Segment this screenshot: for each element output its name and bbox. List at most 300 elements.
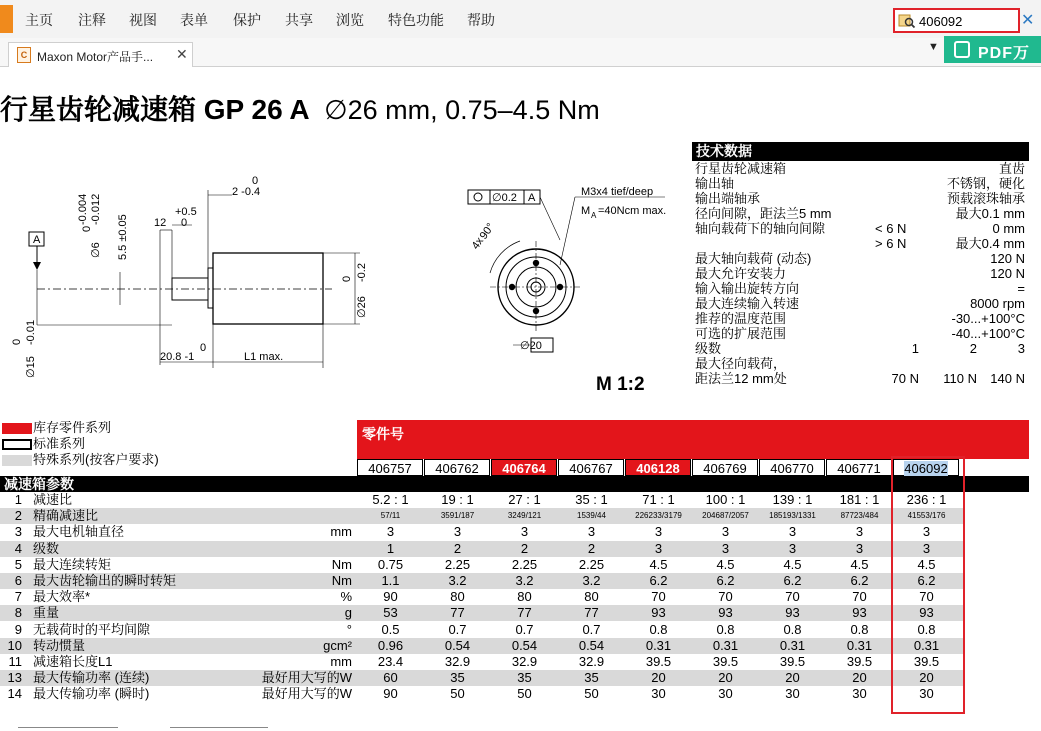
param-value: 3.2 (515, 573, 534, 588)
tech-data-value: 120 N (990, 251, 1025, 266)
param-value: 0.7 (448, 621, 467, 637)
menu-browse[interactable]: 浏览 (336, 12, 364, 28)
tech-data-label: 推荐的温度范围 (695, 311, 787, 326)
tech-data-value: 3 (1017, 341, 1025, 356)
param-unit: gcm² (323, 637, 352, 653)
param-value: 93 (852, 605, 867, 621)
table-row (0, 638, 964, 654)
dim-label: 0 (181, 217, 188, 229)
menu-help[interactable]: 帮助 (467, 12, 495, 28)
param-value: 77 (450, 605, 465, 621)
row-number: 9 (14, 621, 22, 637)
part-number-cell[interactable] (424, 459, 490, 476)
param-value: 93 (785, 605, 800, 621)
part-number-cell[interactable] (759, 459, 825, 476)
param-value: 39.5 (645, 654, 672, 669)
param-value: 0.8 (917, 621, 936, 637)
document-tab[interactable] (8, 42, 193, 67)
row-number: 4 (14, 540, 22, 556)
tech-data-value: 8000 rpm (970, 296, 1025, 311)
param-value: 35 : 1 (575, 492, 608, 507)
tech-data-value: 1 (911, 341, 919, 356)
menu-view[interactable]: 视图 (129, 12, 157, 28)
angle-label: 90° (477, 221, 498, 242)
row-number: 11 (8, 654, 22, 669)
tab-list-dropdown-icon[interactable]: ▼ (928, 41, 939, 53)
part-number-label: 406771 (837, 461, 881, 476)
table-row (0, 508, 964, 524)
param-value: 3 (922, 524, 931, 540)
param-label: 减速比 (33, 492, 73, 507)
dim-label: ∅20 (520, 340, 542, 352)
param-value: 3 (721, 524, 730, 540)
row-number: 14 (7, 686, 22, 702)
table-row (0, 541, 964, 557)
param-value: 2 (587, 540, 596, 556)
param-label: 最大传输功率 (连续) (33, 670, 150, 686)
table-row (0, 492, 964, 508)
tech-data-value: 120 N (990, 266, 1025, 281)
technical-drawing (0, 140, 690, 410)
dim-label: 0 (200, 342, 207, 354)
tech-data-label: 最大轴向载荷 (动态) (695, 251, 812, 266)
menu-home[interactable]: 主页 (25, 12, 53, 28)
param-value: 3 (922, 540, 931, 556)
part-number-banner (357, 420, 1029, 459)
table-row (0, 605, 964, 621)
param-label: 最大连续转矩 (33, 556, 112, 572)
param-value: 0.31 (779, 637, 806, 653)
param-value: 1539/44 (577, 511, 606, 521)
param-value: 1 (386, 540, 395, 556)
tech-data-row (692, 176, 1029, 191)
param-value: 4.5 (783, 556, 802, 572)
thread-label: M3x4 tief/deep (581, 186, 654, 198)
param-value: 0.54 (511, 637, 538, 653)
part-number-label: 406769 (703, 461, 747, 476)
param-value: 4.5 (649, 556, 668, 572)
param-value: 2 (453, 540, 462, 556)
param-label: 最大传输功率 (瞬时) (33, 686, 150, 702)
param-value: 87723/484 (840, 511, 879, 521)
param-unit: 最好用大写的W (261, 670, 352, 686)
param-value: 0.31 (913, 637, 940, 653)
tech-data-value: 最大0.4 mm (955, 236, 1025, 251)
param-value: 226233/3179 (635, 511, 682, 521)
menu-form[interactable]: 表单 (180, 12, 208, 28)
param-value: 185193/1331 (769, 511, 816, 521)
part-number-title: 零件号 (362, 426, 404, 442)
param-value: 20 (919, 670, 934, 686)
param-label: 无载荷时的平均间隙 (33, 621, 151, 637)
param-value: 27 : 1 (508, 492, 541, 507)
param-value: 90 (383, 589, 398, 605)
param-value: 53 (383, 605, 398, 621)
legend-item (0, 436, 355, 452)
legend-swatch-standard (2, 439, 32, 450)
tech-data-row (692, 206, 1029, 221)
param-value: 35 (450, 670, 465, 686)
param-value: 5.2 : 1 (372, 492, 409, 507)
param-value: 30 (718, 686, 733, 702)
menu-features[interactable]: 特色功能 (388, 12, 444, 28)
row-number: 5 (14, 556, 22, 572)
tech-data-value: -30...+100°C (951, 311, 1025, 326)
part-number-label: 406764 (502, 461, 546, 476)
part-number-label: 406770 (770, 461, 814, 476)
search-icon (898, 13, 916, 29)
part-number-label: 406128 (636, 461, 680, 476)
angle-label: 4x (469, 235, 487, 252)
param-value: 0.96 (377, 637, 404, 653)
row-number: 13 (7, 670, 22, 686)
param-value: 57/11 (380, 511, 401, 521)
title-main: 行星齿轮减速箱 GP 26 A (0, 94, 310, 125)
pdf-converter-button[interactable] (944, 36, 1041, 63)
param-unit: Nm (331, 573, 352, 588)
param-value: 50 (584, 686, 599, 702)
param-value: 0.8 (649, 621, 668, 637)
param-value: 0.54 (578, 637, 605, 653)
torque-label: =40Ncm max. (598, 205, 667, 217)
param-value: 2 (520, 540, 529, 556)
tech-data-label: 级数 (695, 341, 722, 356)
param-label: 最大齿轮输出的瞬时转矩 (33, 573, 177, 588)
tech-data-row (692, 251, 1029, 266)
row-number: 1 (14, 492, 22, 507)
tech-data-label: 径向间隙，距法兰5 mm (695, 206, 832, 221)
param-label: 最大效率* (33, 589, 91, 605)
param-value: 30 (852, 686, 867, 702)
tech-data-label: 输出轴 (695, 176, 735, 191)
param-value: 70 (852, 589, 867, 605)
dim-label: ∅26 (356, 296, 368, 318)
part-number-cell[interactable] (491, 459, 557, 476)
legend-label: 特殊系列(按客户要求) (33, 452, 159, 467)
tech-data-row (692, 341, 1029, 356)
param-unit: % (340, 589, 352, 605)
tech-data-value: 最大0.1 mm (955, 206, 1025, 221)
divider (18, 727, 118, 728)
table-row (0, 686, 964, 702)
param-value: 90 (383, 686, 398, 702)
param-value: 6.2 (716, 573, 735, 588)
tech-data-label: 最大径向载荷， (695, 356, 787, 371)
dim-label: 0 (252, 175, 259, 187)
document-tab-label: Maxon Motor产品手... (37, 50, 154, 64)
document-tab-bar (0, 38, 1041, 67)
tech-data-condition: > 6 N (875, 236, 907, 251)
tech-data-row (692, 371, 1029, 386)
page-title (0, 88, 600, 128)
row-number: 10 (7, 637, 22, 653)
param-value: 6.2 (783, 573, 802, 588)
tech-data-label: 距法兰12 mm处 (695, 371, 787, 386)
param-value: 70 (919, 589, 934, 605)
param-value: 23.4 (377, 654, 404, 669)
param-value: 0.7 (582, 621, 601, 637)
menu-share[interactable]: 共享 (285, 12, 313, 28)
table-row (0, 589, 964, 605)
param-value: 32.9 (578, 654, 605, 669)
tech-data-label: 最大允许安装力 (695, 266, 787, 281)
datum-label: A (33, 234, 41, 246)
param-value: 77 (517, 605, 532, 621)
part-number-label: 406767 (569, 461, 613, 476)
row-number: 2 (14, 508, 22, 524)
drawing-scale: M 1:2 (596, 374, 645, 395)
menu-protect[interactable]: 保护 (233, 12, 261, 28)
dim-label: 0 (81, 225, 93, 232)
tech-data-value: 70 N (891, 371, 919, 386)
part-number-cell[interactable] (357, 459, 423, 476)
pdf-convert-icon (954, 41, 970, 58)
tech-data-row (692, 326, 1029, 341)
table-row (0, 622, 964, 638)
param-unit: 最好用大写的W (261, 686, 352, 702)
menu-annotate[interactable]: 注释 (78, 12, 106, 28)
header-filler (964, 476, 1029, 492)
tech-data-label: 轴向载荷下的轴向间隙 (695, 221, 826, 236)
part-number-label: 406092 (904, 461, 948, 476)
dim-label: 0 (341, 275, 353, 282)
param-value: 3 (654, 540, 663, 556)
technical-data-title: 技术数据 (692, 142, 1029, 161)
tech-data-value: -40...+100°C (951, 326, 1025, 341)
param-value: 41553/176 (907, 511, 946, 521)
param-value: 39.5 (712, 654, 739, 669)
param-value: 0.8 (783, 621, 802, 637)
torque-label: A (591, 211, 597, 220)
param-value: 35 (584, 670, 599, 686)
dim-label: -0.012 (90, 193, 102, 225)
tech-data-row (692, 221, 1029, 236)
param-value: 0.31 (712, 637, 739, 653)
param-value: 93 (651, 605, 666, 621)
param-unit: g (344, 605, 352, 621)
tech-data-label: 行星齿轮减速箱 (695, 161, 787, 176)
title-sub: ∅26 mm, 0.75–4.5 Nm (324, 95, 600, 125)
legend-label: 库存零件系列 (33, 420, 112, 435)
dim-label: 2 -0.4 (232, 186, 261, 198)
dim-label: 5.5 ±0.05 (117, 214, 129, 260)
document-icon: C (17, 47, 31, 63)
param-value: 2.25 (511, 556, 538, 572)
selected-column-highlight (891, 456, 965, 714)
param-value: 50 (450, 686, 465, 702)
param-value: 3 (587, 524, 596, 540)
param-value: 3 (855, 524, 864, 540)
pdf-converter-label: PDF万 (978, 45, 1031, 62)
datum-label: A (528, 192, 536, 204)
param-value: 0.54 (444, 637, 471, 653)
param-value: 70 (718, 589, 733, 605)
param-value: 50 (517, 686, 532, 702)
param-value: 236 : 1 (906, 492, 947, 507)
series-legend (0, 420, 355, 468)
table-row (0, 654, 964, 670)
param-value: 30 (785, 686, 800, 702)
tech-data-label: 输出端轴承 (695, 191, 761, 206)
param-value: 32.9 (511, 654, 538, 669)
param-value: 71 : 1 (642, 492, 675, 507)
param-value: 3 (453, 524, 462, 540)
param-value: 3 (520, 524, 529, 540)
dim-label: -0.2 (356, 263, 368, 282)
param-value: 6.2 (850, 573, 869, 588)
param-label: 减速箱长度L1 (33, 654, 113, 669)
param-value: 3 (654, 524, 663, 540)
legend-swatch-stock (2, 423, 32, 434)
param-unit: Nm (331, 556, 352, 572)
param-value: 20 (852, 670, 867, 686)
part-number-cell[interactable] (826, 459, 892, 476)
divider (170, 727, 268, 728)
param-value: 181 : 1 (839, 492, 880, 507)
menu-bar (0, 0, 1041, 38)
param-value: 3.2 (448, 573, 467, 588)
param-value: 70 (651, 589, 666, 605)
tech-data-label: 可选的扩展范围 (695, 326, 787, 341)
param-value: 6.2 (649, 573, 668, 588)
param-label: 精确减速比 (33, 508, 99, 524)
part-number-cell[interactable] (692, 459, 758, 476)
legend-item (0, 420, 355, 436)
param-value: 204687/2057 (702, 511, 749, 521)
param-value: 6.2 (917, 573, 936, 588)
table-row (0, 524, 964, 540)
row-number: 7 (14, 589, 22, 605)
param-value: 60 (383, 670, 398, 686)
tech-data-row (692, 236, 1029, 251)
part-number-cell[interactable] (625, 459, 691, 476)
param-value: 39.5 (846, 654, 873, 669)
param-value: 20 (651, 670, 666, 686)
tech-data-value: 不锈钢，硬化 (946, 176, 1025, 191)
param-value: 30 (651, 686, 666, 702)
param-value: 80 (584, 589, 599, 605)
param-value: 35 (517, 670, 532, 686)
param-unit: ° (346, 621, 352, 637)
part-number-label: 406757 (368, 461, 412, 476)
param-value: 80 (517, 589, 532, 605)
tech-data-row (692, 161, 1029, 176)
param-unit: mm (330, 524, 352, 540)
section-title: 减速箱参数 (4, 476, 74, 492)
tech-data-row (692, 191, 1029, 206)
param-value: 93 (919, 605, 934, 621)
row-number: 8 (14, 605, 22, 621)
tech-data-value: 2 (969, 341, 977, 356)
dim-label: ∅6 (90, 242, 102, 258)
param-value: 0.7 (515, 621, 534, 637)
table-row (0, 557, 964, 573)
param-value: 2.25 (578, 556, 605, 572)
tech-data-value: 140 N (990, 371, 1025, 386)
tech-data-row (692, 266, 1029, 281)
part-number-cell[interactable] (558, 459, 624, 476)
param-label: 级数 (33, 540, 60, 556)
legend-item (0, 452, 355, 468)
tech-data-row (692, 296, 1029, 311)
dim-label: +0.5 (175, 206, 197, 218)
legend-swatch-custom (2, 455, 32, 466)
param-label: 最大电机轴直径 (33, 524, 125, 540)
part-number-label: 406762 (435, 461, 479, 476)
param-value: 0.75 (377, 556, 404, 572)
param-label: 转动惯量 (33, 637, 86, 653)
param-value: 19 : 1 (441, 492, 474, 507)
param-value: 20 (785, 670, 800, 686)
param-value: 1.1 (381, 573, 400, 588)
tech-data-label: 输入输出旋转方向 (695, 281, 800, 296)
tech-data-value: 直齿 (998, 161, 1025, 176)
dim-label: L1 max. (244, 351, 284, 363)
param-value: 70 (785, 589, 800, 605)
param-value: 3591/187 (440, 511, 475, 521)
legend-label: 标准系列 (33, 436, 86, 451)
tech-data-row (692, 356, 1029, 371)
param-value: 32.9 (444, 654, 471, 669)
param-value: 3 (788, 524, 797, 540)
app-brand-strip (0, 5, 13, 33)
param-label: 重量 (33, 605, 60, 621)
close-tab-icon[interactable]: ✕ (176, 46, 188, 62)
param-value: 80 (450, 589, 465, 605)
search-box[interactable] (893, 8, 1020, 33)
technical-data-panel (692, 142, 1029, 386)
tech-data-value: = (1017, 281, 1025, 296)
row-number: 6 (14, 573, 22, 588)
param-value: 3249/121 (507, 511, 542, 521)
tech-data-value: 0 mm (992, 221, 1025, 236)
param-value: 93 (718, 605, 733, 621)
param-value: 3 (788, 540, 797, 556)
param-value: 139 : 1 (772, 492, 813, 507)
param-value: 4.5 (917, 556, 936, 572)
dim-label: 20.8 -1 (160, 351, 195, 363)
dim-label: 0 (11, 338, 23, 345)
param-value: 30 (919, 686, 934, 702)
tech-data-row (692, 281, 1029, 296)
tech-data-value: 110 N (943, 371, 977, 386)
dim-label: 12 (154, 217, 167, 229)
dim-label: -0.01 (25, 319, 37, 345)
dim-label: ∅15 (25, 356, 37, 378)
tech-data-condition: < 6 N (875, 221, 907, 236)
search-input[interactable] (919, 12, 1015, 30)
param-value: 0.8 (716, 621, 735, 637)
torque-label: M (581, 205, 591, 217)
param-value: 20 (718, 670, 733, 686)
param-value: 3 (855, 540, 864, 556)
param-value: 4.5 (716, 556, 735, 572)
tolerance-label: ∅0.2 (492, 192, 517, 204)
param-value: 100 : 1 (705, 492, 746, 507)
dim-label: -0.004 (77, 193, 89, 225)
close-search-icon[interactable]: ✕ (1021, 12, 1035, 29)
row-number: 3 (14, 524, 22, 540)
param-value: 39.5 (913, 654, 940, 669)
param-value: 0.31 (645, 637, 672, 653)
tech-data-label: 最大连续输入转速 (695, 296, 800, 311)
param-value: 3.2 (582, 573, 601, 588)
tech-data-row (692, 311, 1029, 326)
table-row (0, 573, 964, 589)
gearbox-params-header (0, 476, 964, 492)
param-value: 0.5 (381, 621, 400, 637)
tech-data-value: 预载滚珠轴承 (946, 191, 1025, 206)
